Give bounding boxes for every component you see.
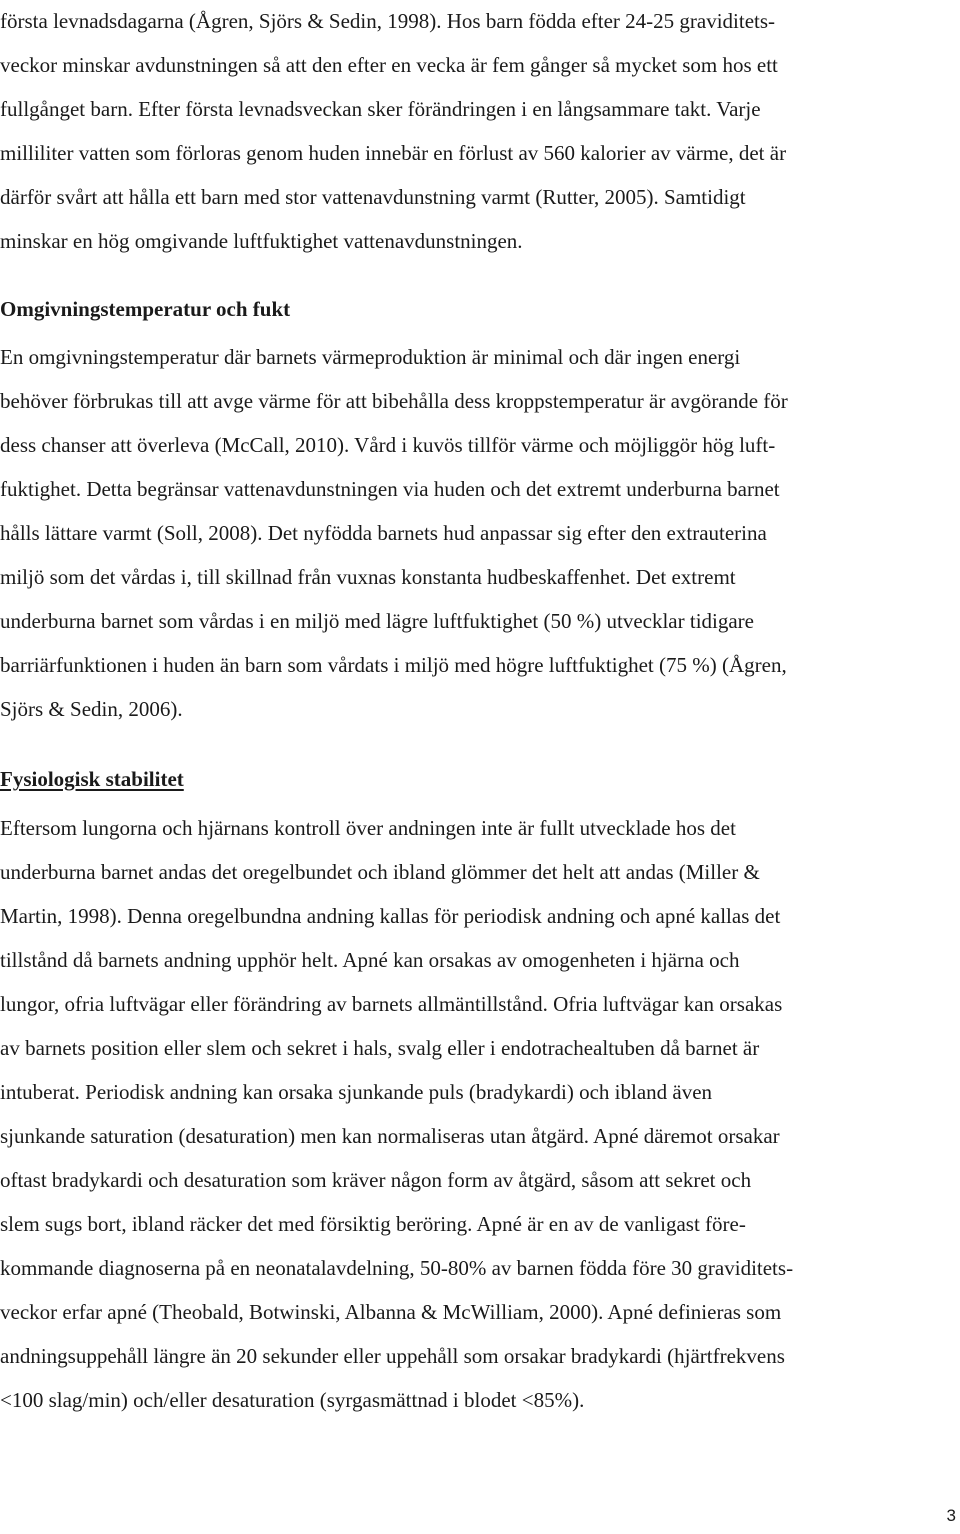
heading-text: Fysiologisk stabilitet [0, 767, 184, 791]
text-line: veckor erfar apné (Theobald, Botwinski, Albanna & McWilliam, 2000). Apné definieras som [0, 1300, 782, 1324]
text-line: fullgånget barn. Efter första levnadsveckan sker förändringen i en långsammare takt. Varje [0, 97, 761, 121]
text-line: miljö som det vårdas i, till skillnad från vuxnas konstanta hudbeskaffenhet. Det extremt [0, 565, 736, 589]
text-line: slem sugs bort, ibland räcker det med försiktig beröring. Apné är en av de vanligast före- [0, 1212, 746, 1236]
text-line: veckor minskar avdunstningen så att den efter en vecka är fem gånger så mycket som hos ett [0, 53, 778, 77]
text-line: oftast bradykardi och desaturation som kräver någon form av åtgärd, såsom att sekret och [0, 1168, 752, 1192]
intro-paragraph [0, 0, 786, 263]
text-line: kommande diagnoserna på en neonatalavdelning, 50-80% av barnen födda före 30 graviditets- [0, 1256, 794, 1280]
text-line: Eftersom lungorna och hjärnans kontroll över andningen inte är fullt utvecklade hos det [0, 816, 736, 840]
page-number: 3 [946, 1506, 956, 1525]
text-line: andningsuppehåll längre än 20 sekunder eller uppehåll som orsakar bradykardi (hjärtfrekvens [0, 1344, 785, 1368]
text-line: minskar en hög omgivande luftfuktighet vattenavdunstningen. [0, 229, 523, 253]
text-line: underburna barnet som vårdas i en miljö med lägre luftfuktighet (50 %) utvecklar tidigare [0, 609, 755, 633]
text-line: intuberat. Periodisk andning kan orsaka sjunkande puls (bradykardi) och ibland även [0, 1080, 713, 1104]
text-line: En omgivningstemperatur där barnets värmeproduktion är minimal och där ingen energi [0, 345, 741, 369]
text-line: barriärfunktionen i huden än barn som vårdats i miljö med högre luftfuktighet (75 %) (Ågren, [0, 653, 787, 677]
section-heading-fysiologisk-stabilitet [0, 765, 184, 793]
text-line: underburna barnet andas det oregelbundet och ibland glömmer det helt att andas (Miller & [0, 860, 760, 884]
text-line: behöver förbrukas till att avge värme för att bibehålla dess kroppstemperatur är avgörande för [0, 389, 788, 413]
text-line: dess chanser att överleva (McCall, 2010). Vård i kuvös tillför värme och möjliggör hög luft- [0, 433, 776, 457]
text-line: tillstånd då barnets andning upphör helt. Apné kan orsakas av omogenheten i hjärna och [0, 948, 740, 972]
text-line: första levnadsdagarna (Ågren, Sjörs & Sedin, 1998). Hos barn födda efter 24-25 graviditets- [0, 9, 776, 33]
text-line: hålls lättare varmt (Soll, 2008). Det nyfödda barnets hud anpassar sig efter den extrauterina [0, 521, 767, 545]
text-line: därför svårt att hålla ett barn med stor vattenavdunstning varmt (Rutter, 2005). Samtidigt [0, 185, 746, 209]
text-line: Sjörs & Sedin, 2006). [0, 697, 183, 721]
text-line: fuktighet. Detta begränsar vattenavdunstningen via huden och det extremt underburna barnet [0, 477, 780, 501]
heading-text: Omgivningstemperatur och fukt [0, 297, 291, 321]
text-line: av barnets position eller slem och sekret i hals, svalg eller i endotrachealtuben då barnet är [0, 1036, 760, 1060]
section-heading-omgivningstemperatur [0, 295, 290, 323]
text-line: milliliter vatten som förloras genom huden innebär en förlust av 560 kalorier av värme, det är [0, 141, 787, 165]
text-line: Martin, 1998). Denna oregelbundna andning kallas för periodisk andning och apné kallas det [0, 904, 781, 928]
text-line: sjunkande saturation (desaturation) men kan normaliseras utan åtgärd. Apné däremot orsakar [0, 1124, 780, 1148]
text-line: <100 slag/min) och/eller desaturation (syrgasmättnad i blodet <85%). [0, 1388, 585, 1412]
fysiologisk-paragraph [0, 806, 793, 1422]
text-line: lungor, ofria luftvägar eller förändring av barnets allmäntillstånd. Ofria luftvägar kan orsakas [0, 992, 783, 1016]
omgivning-paragraph [0, 335, 788, 731]
